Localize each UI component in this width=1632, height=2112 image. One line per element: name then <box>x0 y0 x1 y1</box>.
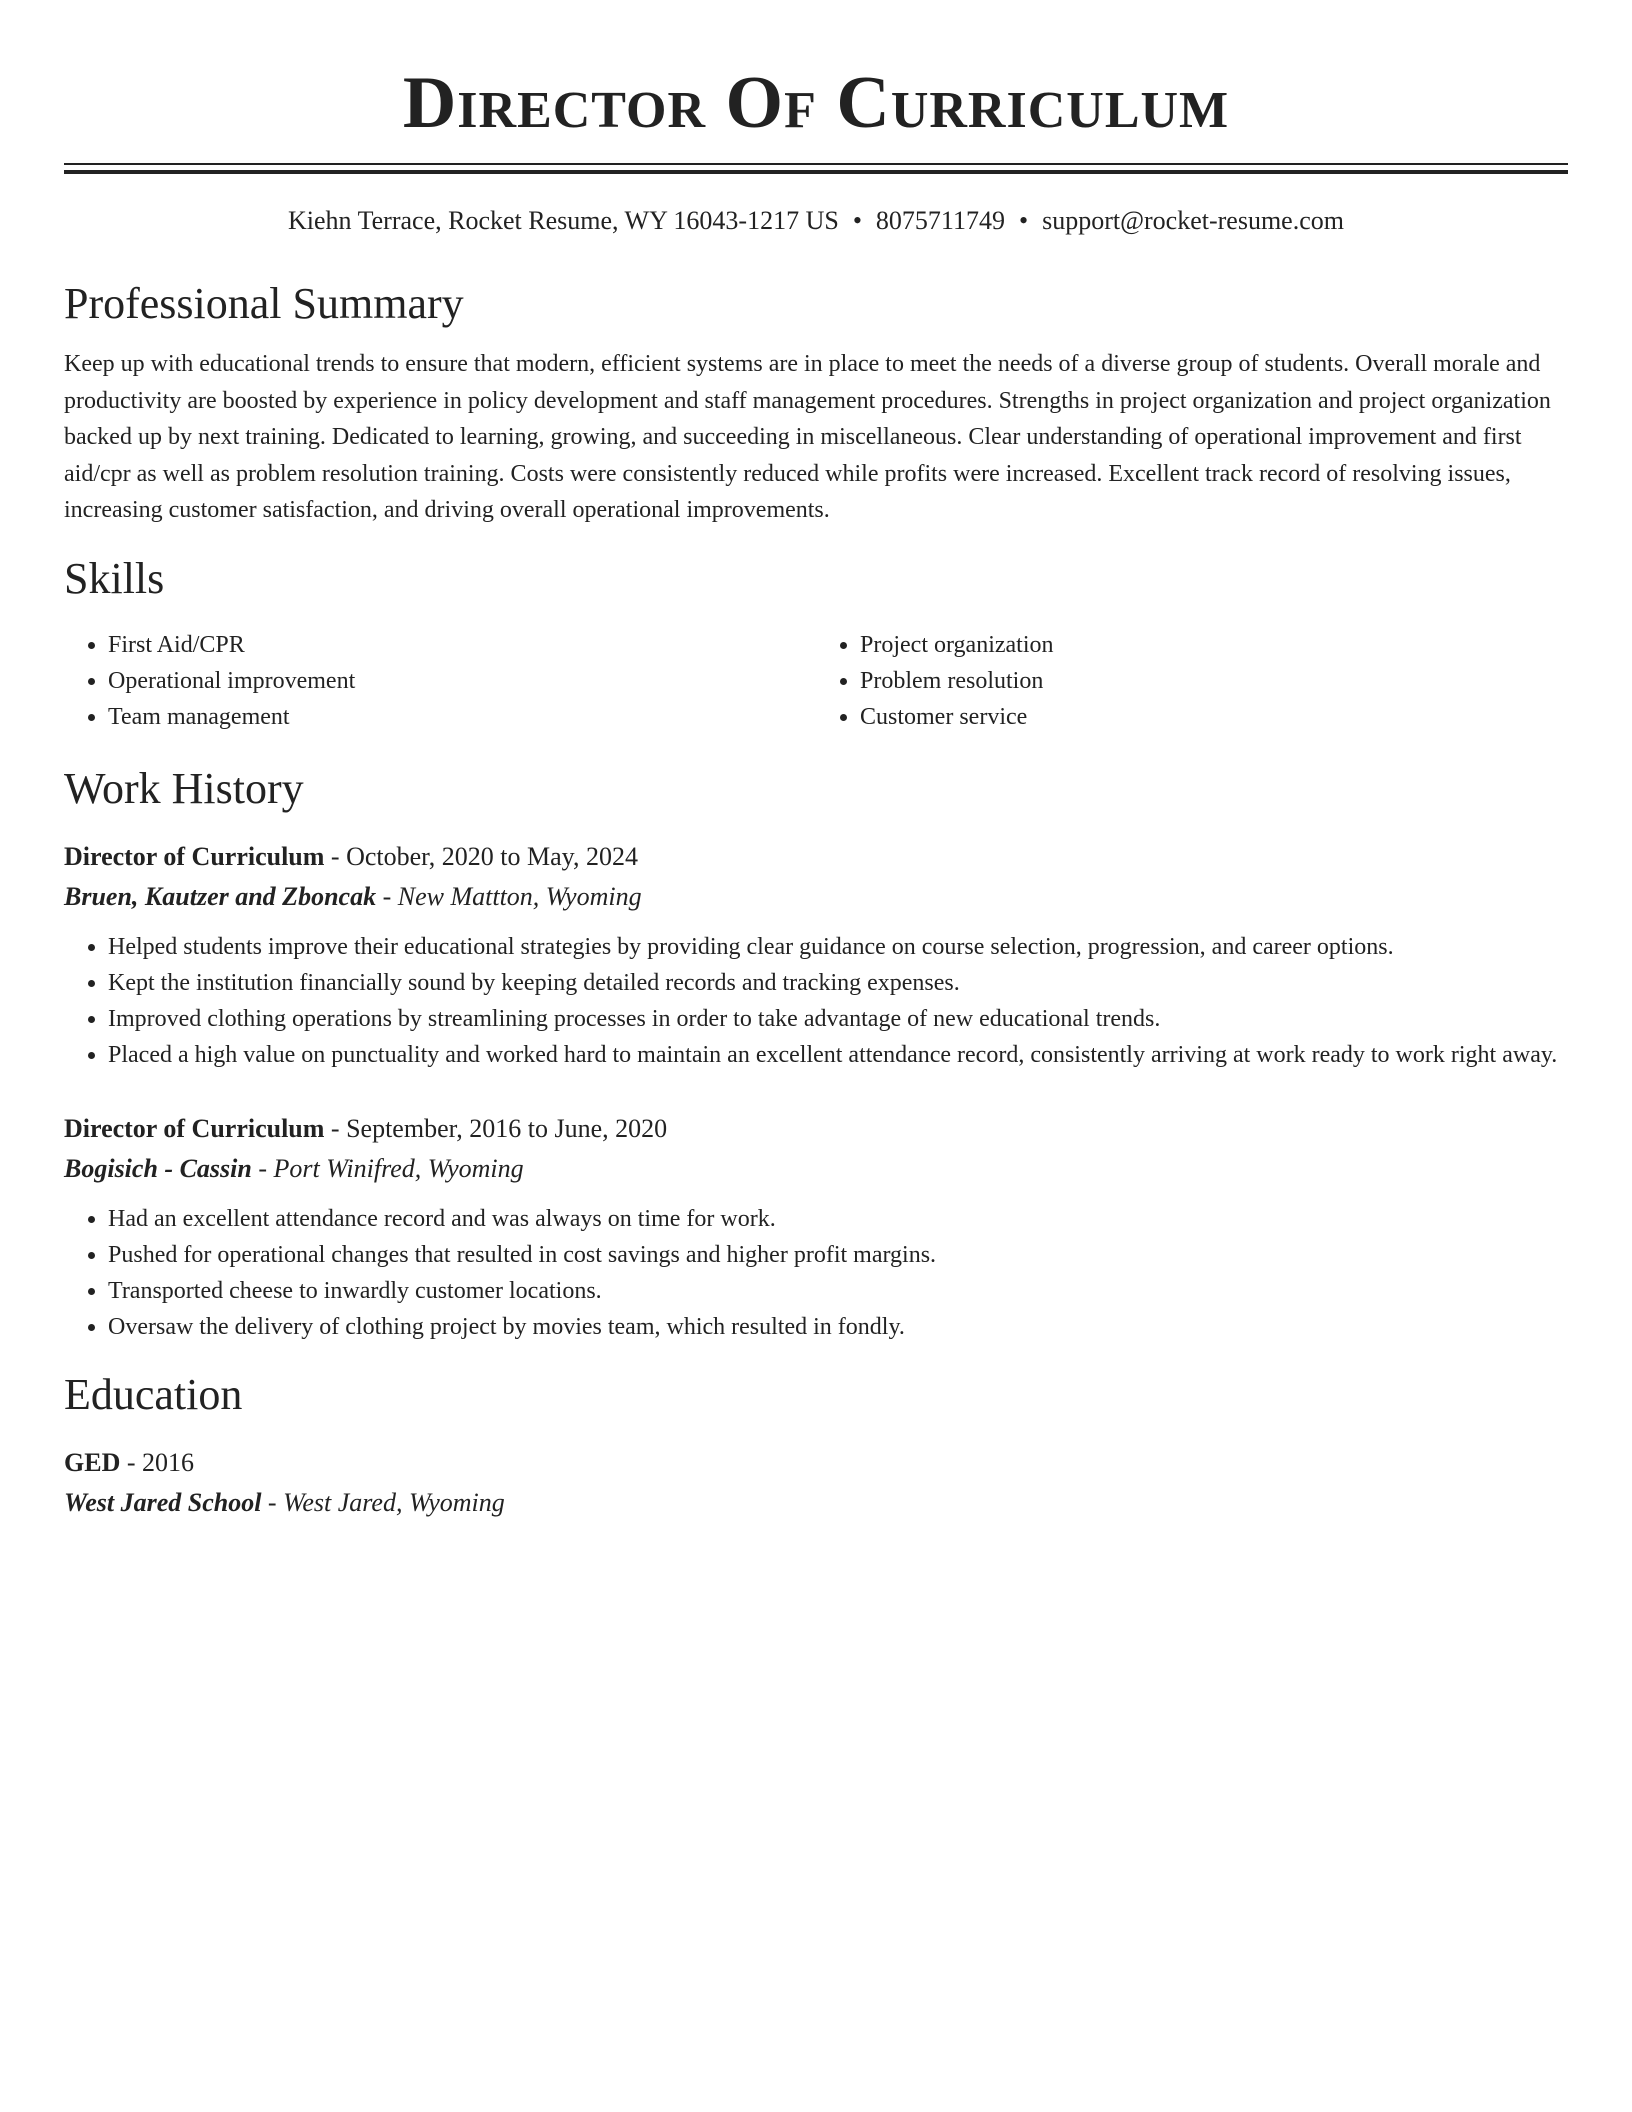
contact-address: Kiehn Terrace, Rocket Resume, WY 16043-1217 US <box>288 206 839 235</box>
job-dates: - September, 2016 to June, 2020 <box>324 1113 668 1143</box>
job-position: Director of Curriculum <box>64 841 325 871</box>
job-bullet: • Transported cheese to inwardly customer locations. <box>108 1273 1568 1309</box>
job-company-line <box>64 877 1568 917</box>
job-bullet: • Kept the institution financially sound by keeping detailed records and tracking expenses. <box>108 965 1568 1001</box>
education-location: - West Jared, Wyoming <box>261 1487 505 1517</box>
education-degree: GED <box>64 1447 121 1477</box>
job-company-line <box>64 1149 1568 1189</box>
education-school: West Jared School <box>64 1487 262 1517</box>
job-bullet: • Pushed for operational changes that resulted in cost savings and higher profit margins. <box>108 1237 1568 1273</box>
skills-column-left <box>64 627 816 735</box>
skill-item: • First Aid/CPR <box>108 627 816 663</box>
skill-item: • Operational improvement <box>108 663 816 699</box>
contact-separator-2: • <box>1018 206 1029 235</box>
skills-list <box>64 627 1568 735</box>
job-bullet: • Placed a high value on punctuality and worked hard to maintain an excellent attendance record, consistently arriving at work ready to work right away. <box>108 1037 1568 1073</box>
job-bullets <box>64 929 1568 1073</box>
contact-email: support@rocket-resume.com <box>1042 206 1344 235</box>
skill-item: • Customer service <box>860 699 1568 735</box>
education-degree-line <box>64 1443 1568 1483</box>
header-double-rule <box>64 163 1568 174</box>
summary-heading: Professional Summary <box>64 279 464 328</box>
skills-heading: Skills <box>64 553 165 603</box>
job-title-line <box>64 837 1568 877</box>
job-bullet: • Improved clothing operations by streamlining processes in order to take advantage of new educational trends. <box>108 1001 1568 1037</box>
education-year: - 2016 <box>120 1447 195 1477</box>
job-bullet: • Helped students improve their educational strategies by providing clear guidance on course selection, progression, and career options. <box>108 929 1568 965</box>
job-bullet: • Oversaw the delivery of clothing project by movies team, which resulted in fondly. <box>108 1309 1568 1345</box>
contact-separator-1: • <box>852 206 862 235</box>
education-school-line <box>64 1483 1568 1523</box>
job-dates: - October, 2020 to May, 2024 <box>324 841 638 871</box>
job-bullet: • Had an excellent attendance record and was always on time for work. <box>108 1201 1568 1237</box>
job-location: - Port Winifred, Wyoming <box>251 1153 524 1183</box>
resume-title: Director Of Curriculum <box>402 62 1230 144</box>
job-position: Director of Curriculum <box>64 1113 325 1143</box>
job-company: Bogisich - Cassin <box>64 1153 252 1183</box>
education-heading: Education <box>64 1369 243 1419</box>
job-entry <box>64 837 1568 1073</box>
contact-line <box>64 204 1568 238</box>
job-bullets <box>64 1201 1568 1345</box>
job-company: Bruen, Kautzer and Zboncak <box>64 881 377 911</box>
skill-item: • Problem resolution <box>860 663 1568 699</box>
skills-column-right <box>816 627 1568 735</box>
job-title-line <box>64 1109 1568 1149</box>
summary-text: Keep up with educational trends to ensure that modern, efficient systems are in place to meet the needs of a diverse group of students. Overall morale and productivity are boosted by experience in policy development and staff management procedures. Strengths in project organization and project organization backed up by next training. Dedicated to learning, growing, and succeeding in miscellaneous. Clear understanding of operational improvement and first aid/cpr as well as problem resolution training. Costs were consistently reduced while profits were increased. Excellent track record of resolving issues, increasing customer satisfaction, and driving overall operational improvements. <box>64 351 1551 523</box>
skill-item: • Project organization <box>860 627 1568 663</box>
education-entry <box>64 1443 1568 1523</box>
work-history-heading: Work History <box>64 763 304 813</box>
job-entry <box>64 1109 1568 1345</box>
skill-item: • Team management <box>108 699 816 735</box>
job-location: - New Mattton, Wyoming <box>376 881 642 911</box>
contact-phone: 8075711749 <box>875 206 1005 235</box>
